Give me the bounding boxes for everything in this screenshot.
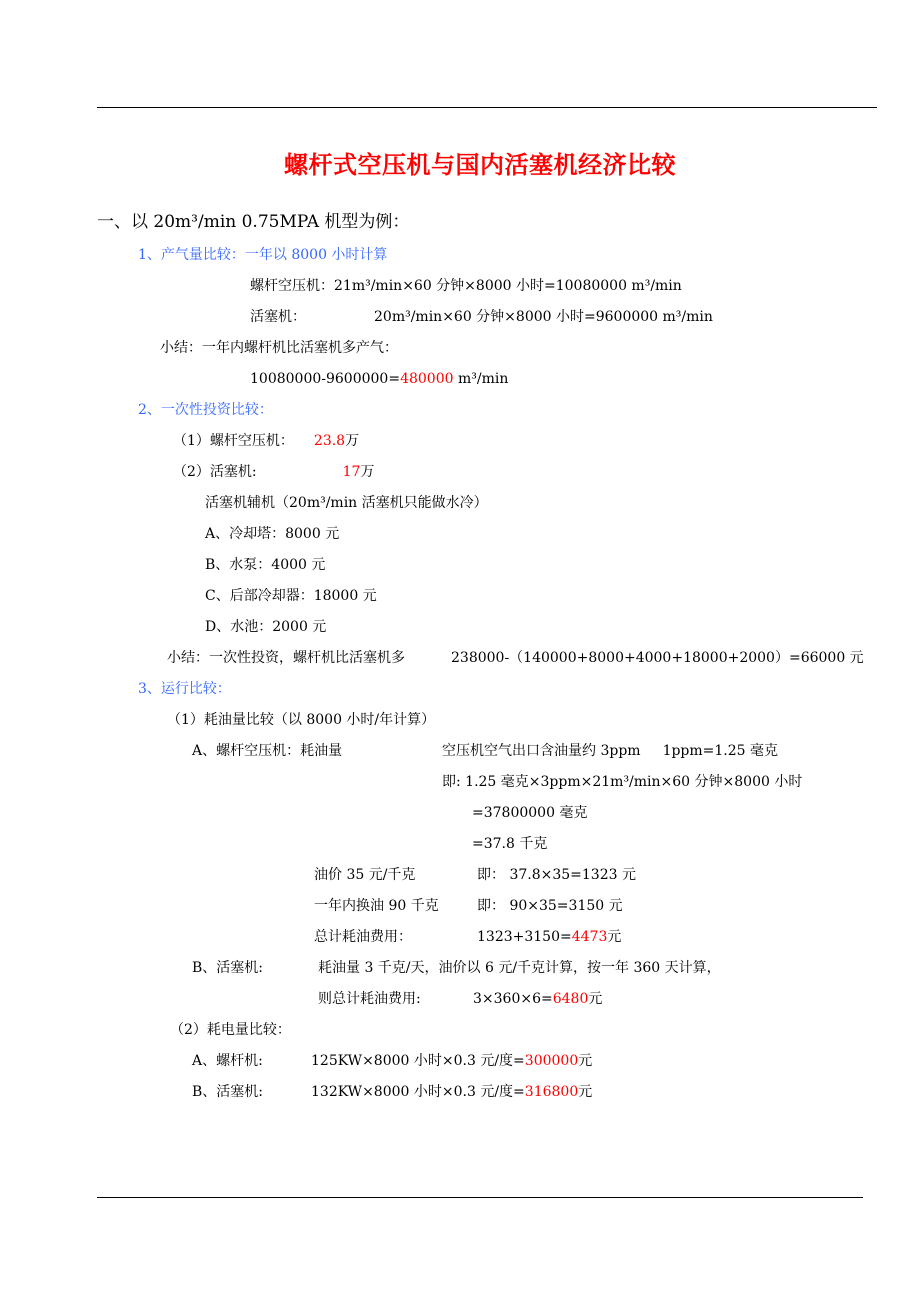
s2-aux-item: C、后部冷却器：18000 元 bbox=[205, 588, 377, 604]
s2-piston-label: （2）活塞机: bbox=[173, 464, 257, 480]
s2-summary-label: 小结：一次性投资，螺杆机比活塞机多 bbox=[167, 650, 405, 666]
section-2-heading: 2、一次性投资比较： bbox=[138, 402, 273, 418]
s3-power-piston-prefix: 132KW×8000 小时×0.3 元/度= bbox=[311, 1084, 525, 1100]
s2-aux-title: 活塞机辅机（20m³/min 活塞机只能做水冷） bbox=[205, 495, 488, 511]
s3-oil-total-value: 4473 bbox=[571, 929, 608, 945]
s3-piston-total-value: 6480 bbox=[552, 991, 589, 1007]
s2-summary-row bbox=[167, 649, 864, 667]
s1-result-unit: m³/min bbox=[453, 371, 509, 387]
s1-result-value: 480000 bbox=[400, 371, 454, 387]
s3-screw-label: A、螺杆空压机：耗油量 bbox=[192, 743, 343, 759]
s3-power-screw-prefix: 125KW×8000 小时×0.3 元/度= bbox=[311, 1053, 525, 1069]
s3-power-piston-value: 316800 bbox=[524, 1084, 579, 1100]
s3-piston-label: B、活塞机: bbox=[192, 960, 264, 976]
s2-aux-item: D、水池：2000 元 bbox=[205, 619, 327, 635]
section-1-heading: 1、产气量比较：一年以 8000 小时计算 bbox=[138, 247, 388, 263]
header-rule bbox=[97, 107, 877, 108]
s3-power-screw-unit: 元 bbox=[578, 1053, 593, 1069]
s2-aux-item: A、冷却塔：8000 元 bbox=[205, 526, 340, 542]
s3-calc-line-1: 即: 1.25 毫克×3ppm×21m³/min×60 分钟×8000 小时 bbox=[442, 774, 803, 790]
s3-piston-total-unit: 元 bbox=[588, 991, 603, 1007]
s3-oil-total-unit: 元 bbox=[607, 929, 622, 945]
s3-power-piston-label: B、活塞机: bbox=[192, 1084, 264, 1100]
s3-oil-total-row bbox=[477, 928, 621, 946]
s3-oil-price-calc: 即： 37.8×35=1323 元 bbox=[477, 867, 636, 883]
document-title: 螺杆式空压机与国内活塞机经济比较 bbox=[284, 151, 676, 179]
s2-summary-calc: 238000-（140000+8000+4000+18000+2000）=66000 元 bbox=[451, 650, 864, 666]
s1-result-row bbox=[250, 370, 508, 388]
s3-calc-line-2: =37800000 毫克 bbox=[472, 805, 588, 821]
s1-screw-label: 螺杆空压机： bbox=[250, 278, 334, 294]
s3-oil-total-prefix: 1323+3150= bbox=[477, 929, 572, 945]
s3-power-screw-value: 300000 bbox=[524, 1053, 579, 1069]
s3-power-piston-unit: 元 bbox=[578, 1084, 593, 1100]
s3-oil-change-label: 一年内换油 90 千克 bbox=[314, 898, 439, 914]
section-3-heading: 3、运行比较： bbox=[138, 681, 231, 697]
s3-screw-ppm: 1ppm=1.25 毫克 bbox=[662, 743, 779, 759]
s2-aux-item: B、水泵：4000 元 bbox=[205, 557, 326, 573]
s1-screw-calc: 21m³/min×60 分钟×8000 小时=10080000 m³/min bbox=[334, 278, 682, 294]
s2-piston-row bbox=[173, 463, 374, 481]
s3-power-screw-row bbox=[311, 1052, 592, 1070]
s3-oil-change-calc: 即： 90×35=3150 元 bbox=[477, 898, 623, 914]
s1-piston-row bbox=[250, 308, 713, 326]
s3-oil-heading: （1）耗油量比较（以 8000 小时/年计算） bbox=[167, 712, 436, 728]
s2-screw-label: （1）螺杆空压机： bbox=[173, 433, 294, 449]
s1-piston-label: 活塞机： bbox=[250, 309, 306, 325]
s3-screw-note: 空压机空气出口含油量约 3ppm bbox=[442, 743, 641, 759]
s3-calc-line-3: =37.8 千克 bbox=[472, 836, 548, 852]
s3-piston-desc: 耗油量 3 千克/天，油价以 6 元/千克计算，按一年 360 天计算， bbox=[318, 960, 721, 976]
s1-result-prefix: 10080000-9600000= bbox=[250, 371, 401, 387]
s3-power-heading: （2）耗电量比较： bbox=[170, 1022, 291, 1038]
s3-piston-total-label: 则总计耗油费用: bbox=[318, 991, 421, 1007]
footer-rule bbox=[97, 1197, 863, 1198]
s1-summary: 小结：一年内螺杆机比活塞机多产气： bbox=[160, 340, 398, 356]
s2-piston-value: 17 bbox=[342, 464, 361, 480]
s2-screw-unit: 万 bbox=[345, 433, 360, 449]
s2-piston-unit: 万 bbox=[360, 464, 375, 480]
s3-power-screw-label: A、螺杆机: bbox=[192, 1053, 263, 1069]
s1-screw-row bbox=[250, 277, 682, 295]
s1-piston-calc: 20m³/min×60 分钟×8000 小时=9600000 m³/min bbox=[374, 309, 713, 325]
s3-screw-note-row bbox=[442, 742, 778, 760]
s2-screw-row bbox=[173, 432, 359, 450]
s3-oil-price-label: 油价 35 元/千克 bbox=[314, 867, 416, 883]
s3-power-piston-row bbox=[311, 1083, 592, 1101]
s3-oil-total-label: 总计耗油费用： bbox=[314, 929, 412, 945]
s2-screw-value: 23.8 bbox=[313, 433, 346, 449]
intro-heading: 一、以 20m³/min 0.75MPA 机型为例： bbox=[97, 212, 410, 232]
s3-piston-total-row bbox=[473, 990, 602, 1008]
s3-piston-total-prefix: 3×360×6= bbox=[473, 991, 553, 1007]
